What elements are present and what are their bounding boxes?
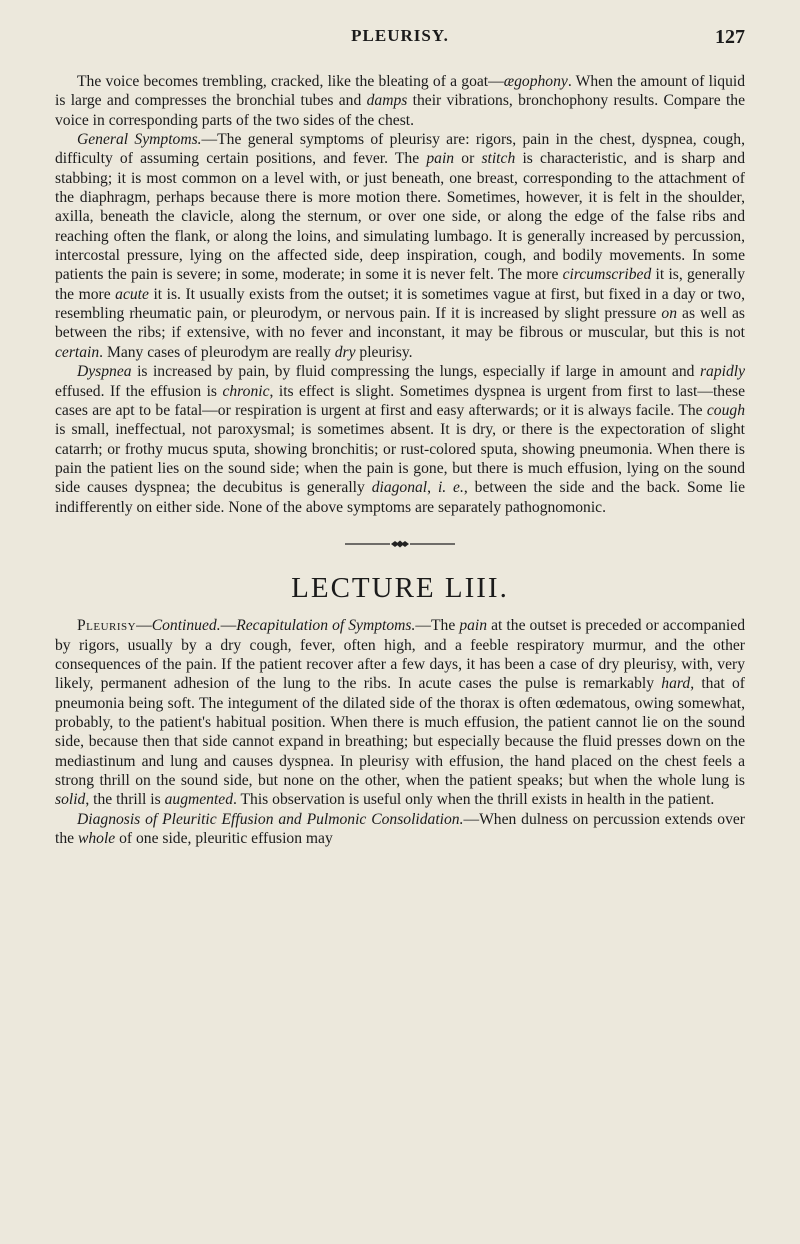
italic-run: General Symptoms. <box>77 131 202 149</box>
text-run: their vibrations, bronchophony results. Compare the voice in corresponding parts of the two sides of the chest. <box>55 92 745 129</box>
page-body <box>55 72 745 848</box>
italic-run: stitch <box>481 150 516 168</box>
text-run: . This observation is useful only when the thrill exists in health in the patient. <box>233 791 715 809</box>
italic-run: pain <box>459 617 488 635</box>
italic-run: i. e. <box>437 479 464 497</box>
italic-run: whole <box>77 830 116 848</box>
text-run: Pleurisy <box>77 617 137 635</box>
italic-run: chronic <box>222 382 270 400</box>
page-number: 127 <box>715 26 745 48</box>
text-run: — <box>220 617 237 635</box>
text-run: . When the amount of liquid is large and compresses the bronchial tubes and <box>55 73 745 110</box>
text-run: at the outset is preceded or accompanied by rigors, usually by a dry cough, fever, often high, and a feeble respiratory murmur, and the other consequences of the pain. If the patient recover after a few days, it has been a case of dry pleurisy, with, very likely, permanent adhesion of the lung to the ribs. In acute cases the pulse is remarkably <box>55 617 745 693</box>
italic-run: augmented <box>164 791 234 809</box>
text-run: —The <box>415 617 460 635</box>
paragraph <box>55 362 745 517</box>
italic-run: rapidly <box>699 363 745 381</box>
italic-run: certain <box>55 343 100 361</box>
paragraph <box>55 130 745 362</box>
italic-run: ægophony <box>503 73 568 90</box>
italic-run: cough <box>706 401 745 419</box>
text-run: effused. If the effusion is <box>55 382 223 400</box>
text-run: is increased by pain, by fluid compressing the lungs, especially if large in amount and <box>131 363 700 381</box>
text-run: , the thrill is <box>85 791 165 809</box>
italic-run: Continued. <box>151 617 221 635</box>
italic-run: hard <box>661 675 691 693</box>
text-run: as well as between the ribs; if extensive, with no fever and inconstant, it may be fibrous or muscular, but this is not <box>55 305 745 342</box>
italic-run: on <box>661 305 677 323</box>
text-run: —The general symptoms of pleurisy are: rigors, pain in the chest, dyspnea, cough, difficulty of assuming certain positions, and fever. The <box>55 131 745 168</box>
text-run: . Many cases of pleurodym are really <box>99 343 335 361</box>
italic-run: acute <box>115 285 149 303</box>
italic-run: Dyspnea <box>77 363 132 381</box>
text-run: is characteristic, and is sharp and stabbing; it is most common on a level with, or just beneath, one breast, corresponding to the attachment of the diaphragm, perhaps because there is more motion there. Sometimes, however, it is felt in the shoulder, axilla, beneath the clavicle, along the sternum, or over one side, or along the edge of the false ribs and reaching often the flank, or along the loins, and simulating lumbago. It is generally increased by percussion, intercostal pressure, lying on the affected side, deep inspiration, cough, and bodily movements. In some patients the pain is severe; in some, moderate; in some it is never felt. The more <box>55 150 745 284</box>
text-run: or <box>454 150 482 168</box>
text-run: it is, generally the more <box>55 266 746 303</box>
italic-run: pain <box>426 150 455 168</box>
text-run: , <box>427 479 438 497</box>
text-run: The voice becomes trembling, cracked, like the bleating of a goat— <box>77 73 504 90</box>
italic-run: solid <box>55 791 86 809</box>
italic-run: circumscribed <box>562 266 652 284</box>
text-run: of one side, pleuritic effusion may <box>115 830 333 848</box>
italic-run: Recapitulation of Symptoms. <box>236 617 416 635</box>
text-run: —When dulness on percussion extends over the <box>55 810 745 848</box>
text-run: , its effect is slight. Sometimes dyspnea is urgent from first to last—these cases are apt to be fatal—or respiration is urgent at first and easy afterwards; or it is always facile. The <box>55 382 746 419</box>
italic-run: damps <box>366 92 408 110</box>
paragraph <box>55 810 745 849</box>
text-run: it is. It usually exists from the outset; it is sometimes vague at first, but fixed in a day or two, resembling rheumatic pain, or pleurodym, or nervous pain. If it is increased by slight pressure <box>55 285 745 323</box>
text-block-bottom <box>55 616 745 848</box>
lecture-heading: LECTURE LIII. <box>291 571 509 604</box>
text-block-top <box>55 72 745 517</box>
text-run: pleurisy. <box>355 343 413 361</box>
text-run: is small, ineffectual, not paroxysmal; is sometimes absent. It is dry, or there is the expectoration of slight catarrh; or frothy mucus sputa, showing bronchitis; or rust-colored sputa, showing pneumonia. When there is pain the patient lies on the sound side; when the pain is gone, but there is much effusion, lying on the sound side causes dyspnea; the decubitus is generally <box>55 421 745 497</box>
paragraph <box>55 616 745 809</box>
paragraph <box>55 72 745 130</box>
running-head <box>55 26 745 50</box>
italic-run: Diagnosis of Pleuritic Effusion and Pulmonic Consolidation. <box>77 810 464 828</box>
italic-run: diagonal <box>371 479 428 497</box>
italic-run: dry <box>334 343 356 361</box>
text-run: — <box>136 617 152 635</box>
text-run: , between the side and the back. Some lie indifferently on either side. None of the above symptoms are separately pathognomonic. <box>55 479 746 516</box>
text-run: , that of pneumonia being soft. The integument of the dilated side of the thorax is often œdematous, owing somewhat, probably, to the patient's habitual position. When there is much effusion, the patient cannot lie on the sound side, because then that side cannot expand in breathing; but especially because the fluid presses down on the mediastinum and lung and causes dyspnea. In pleurisy with effusion, the hand placed on the chest feels a strong thrill on the sound side, but none on the other, when the patient speaks; but when the whole lung is <box>55 675 745 789</box>
section-divider-ornament <box>345 539 455 549</box>
running-title: PLEURISY. <box>351 26 449 45</box>
